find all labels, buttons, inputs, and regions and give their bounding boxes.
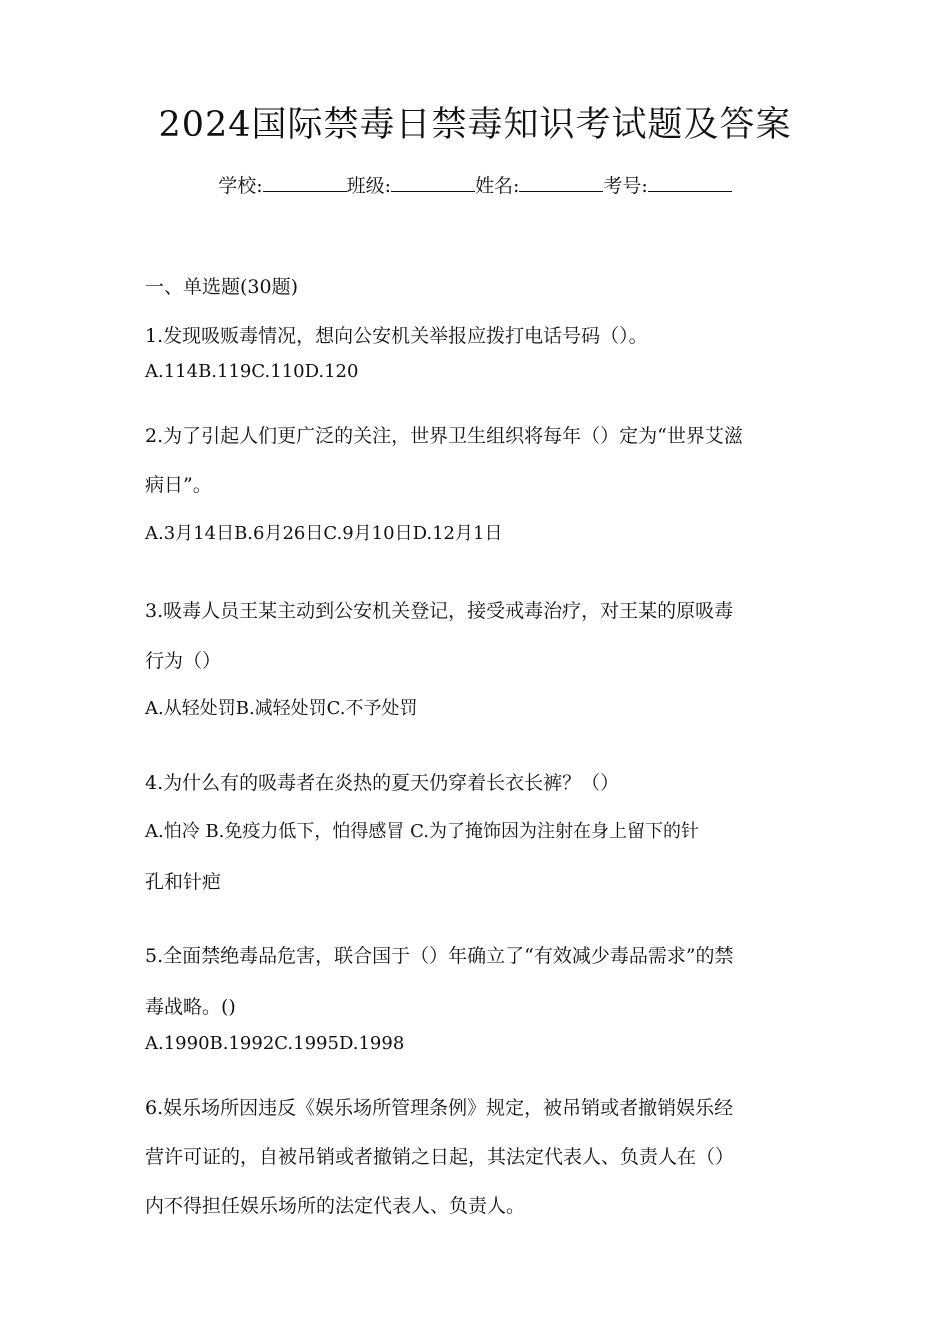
question-6-line-3: 内不得担任娱乐场所的法定代表人、负责人。 [145,1195,526,1217]
question-2-options: A.3月14日B.6月26日C.9月10日D.12月1日 [145,523,503,544]
question-3-line-2: 行为（） [145,650,222,672]
question-2-line-2: 病日”。 [145,474,212,496]
question-1-line-1: 1.发现吸贩毒情况，想向公安机关举报应拨打电话号码（）。 [145,325,648,347]
question-2-line-1: 2.为了引起人们更广泛的关注，世界卫生组织将每年（）定为“世界艾滋 [145,425,743,447]
number-label: 考号: [603,175,648,197]
question-6-line-1: 6.娱乐场所因违反《娱乐场所管理条例》规定，被吊销或者撤销娱乐经 [145,1097,734,1119]
name-blank [519,173,603,192]
name-label: 姓名: [475,175,520,197]
student-info-line [0,170,950,202]
question-6-line-2: 营许可证的，自被吊销或者撤销之日起，其法定代表人、负责人在（） [145,1146,735,1168]
question-3-line-1: 3.吸毒人员王某主动到公安机关登记，接受戒毒治疗，对王某的原吸毒 [145,600,734,622]
number-blank [648,173,732,192]
question-4-line-1: 4.为什么有的吸毒者在炎热的夏天仍穿着长衣长裤？（） [145,772,620,794]
class-label: 班级: [346,175,391,197]
question-5-line-2: 毒战略。() [145,996,236,1018]
question-4-options-line-1: A.怕冷 B.免疫力低下，怕得感冒 C.为了掩饰因为注射在身上留下的针 [145,821,699,842]
question-3-options: A.从轻处罚B.减轻处罚C.不予处罚 [145,698,418,719]
question-5-options: A.1990B.1992C.1995D.1998 [145,1033,405,1054]
question-5-line-1: 5.全面禁绝毒品危害，联合国于（）年确立了“有效减少毒品需求”的禁 [145,945,734,967]
section-heading: 一、单选题(30题) [145,276,299,298]
question-4-options-line-2: 孔和针疤 [145,871,222,893]
school-label: 学校: [218,175,263,197]
school-blank [263,173,347,192]
question-1-options: A.114B.119C.110D.120 [145,361,359,382]
class-blank [391,173,475,192]
document-title: 2024国际禁毒日禁毒知识考试题及答案 [158,105,792,145]
